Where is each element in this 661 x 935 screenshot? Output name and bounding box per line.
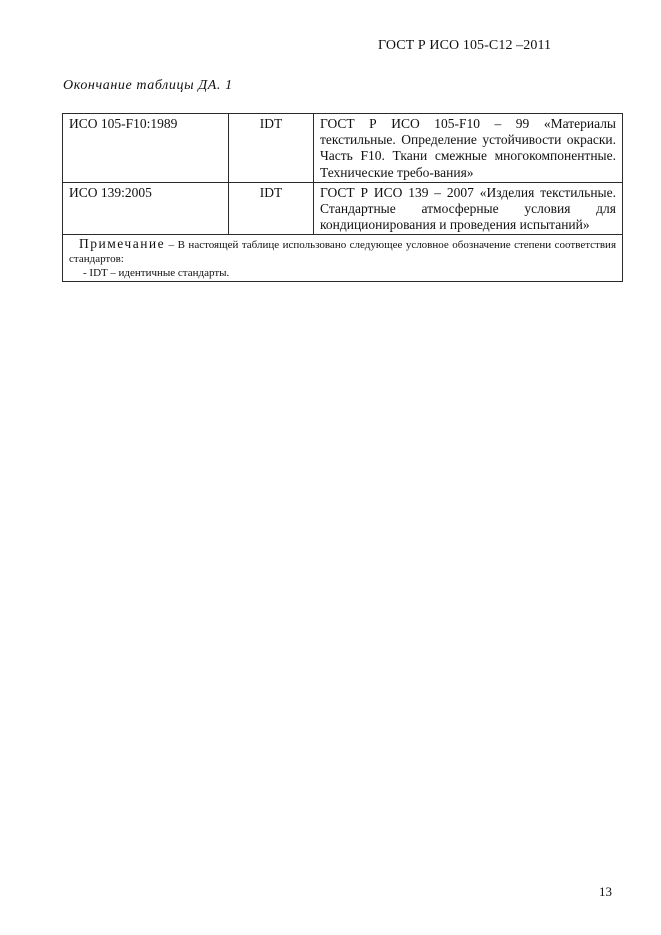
table-note-row [63,235,623,282]
conformity-degree-cell: IDT [229,182,314,235]
standards-table [62,113,623,282]
table-row [63,114,623,183]
national-standard-cell: ГОСТ Р ИСО 139 – 2007 «Изделия текстильные. Стандартные атмосферные условия для кондиционирования и проведения испытаний» [314,182,623,235]
conformity-degree-cell: IDT [229,114,314,183]
national-standard-cell: ГОСТ Р ИСО 105-F10 – 99 «Материалы текстильные. Определение устойчивости окраски. Часть F10. Ткани смежные многокомпонентные. Технические требо-вания» [314,114,623,183]
table-note [63,235,623,282]
table-caption: Окончание таблицы ДА. 1 [63,78,233,93]
international-standard-cell: ИСО 139:2005 [63,182,229,235]
document-code: ГОСТ Р ИСО 105-С12 –2011 [378,38,552,53]
note-item: - IDT – идентичные стандарты. [83,267,230,280]
international-standard-cell: ИСО 105-F10:1989 [63,114,229,183]
table-row [63,182,623,235]
note-label: Примечание [79,236,166,252]
page-number: 13 [599,884,612,899]
note-text: – В настоящей таблице использовано следующее условное обозначение степени соответствия стандартов: [69,239,616,266]
